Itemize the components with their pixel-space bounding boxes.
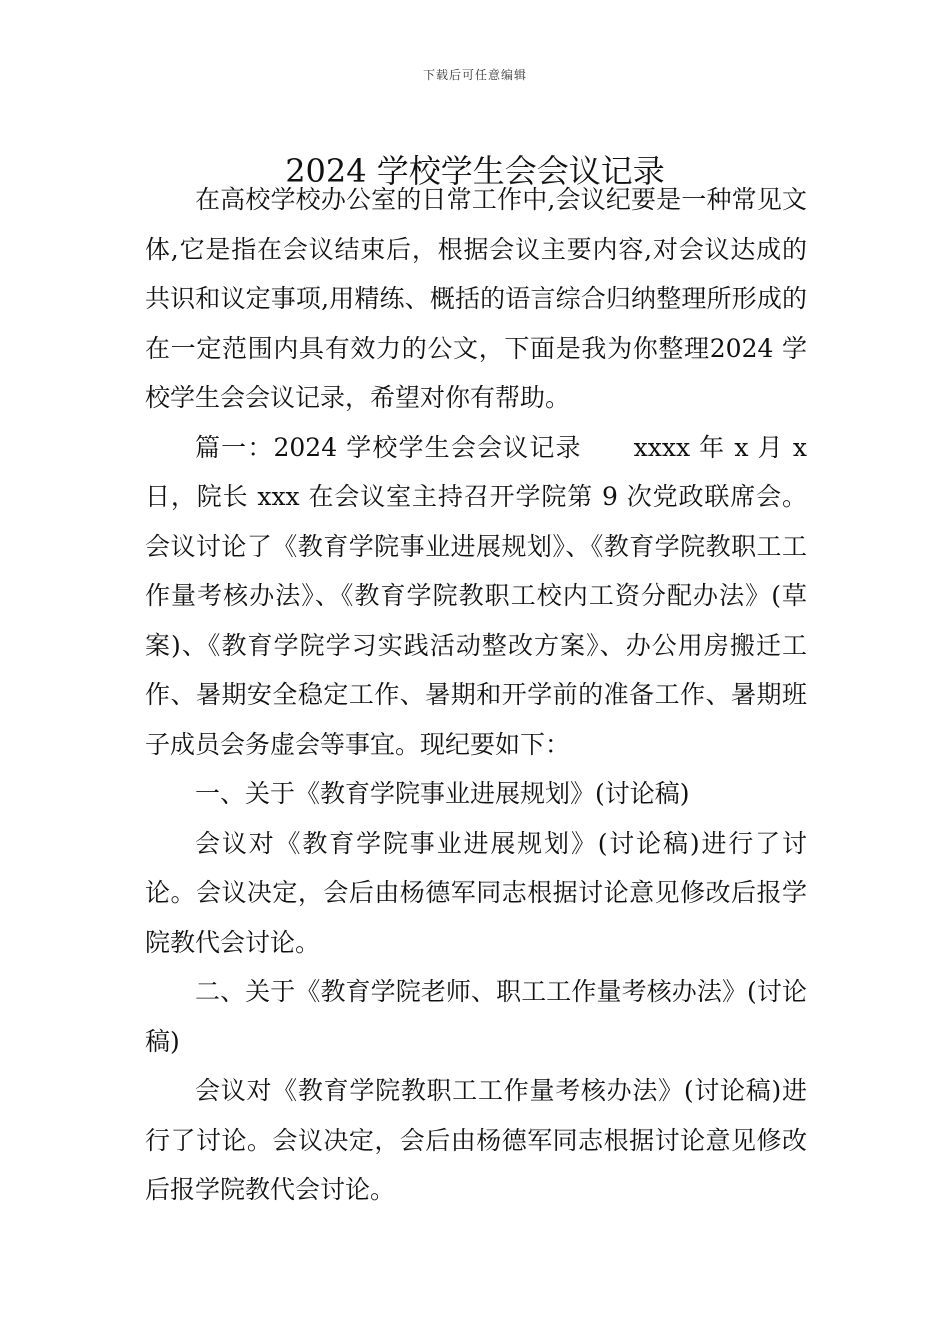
intro-paragraph: 在高校学校办公室的日常工作中,会议纪要是一种常见文体,它是指在会议结束后，根据会议主要内容,对会议达成的共识和议定事项,用精练、概括的语言综合归纳整理所形成的在一定范围内具有效力的公文，下面是我为你整理2024 学校学生会会议记录，希望对你有帮助。 <box>145 185 807 412</box>
document-body <box>145 175 807 1215</box>
item2-heading: 二、关于《教育学院老师、职工工作量考核办法》(讨论稿) <box>145 977 807 1056</box>
part1-heading: 篇一：2024 学校学生会会议记录 <box>195 432 582 462</box>
part1-paragraph <box>145 423 807 770</box>
header-note: 下载后可任意编辑 <box>422 68 527 82</box>
item2-body: 会议对《教育学院教职工工作量考核办法》(讨论稿)进行了讨论。会议决定，会后由杨德军同志根据讨论意见修改后报学院教代会讨论。 <box>145 1076 807 1204</box>
document-title: 2024 学校学生会会议记录 <box>285 152 665 191</box>
part1-text: xxxx 年 x 月 x 日，院长 xxx 在会议室主持召开学院第 9 次党政联席会。会议讨论了《教育学院事业进展规划》、《教育学院教职工工作量考核办法》、《教育学院教职工校内工资分配办法》(草案)、《教育学院学习实践活动整改方案》、办公用房搬迁工作、暑期安全稳定工作、暑期和开学前的准备工作、暑期班子成员会务虚会等事宜。现纪要如下： <box>145 432 807 759</box>
item1-body: 会议对《教育学院事业进展规划》(讨论稿)进行了讨论。会议决定，会后由杨德军同志根据讨论意见修改后报学院教代会讨论。 <box>145 828 807 957</box>
item1-heading: 一、关于《教育学院事业进展规划》(讨论稿) <box>195 779 690 808</box>
